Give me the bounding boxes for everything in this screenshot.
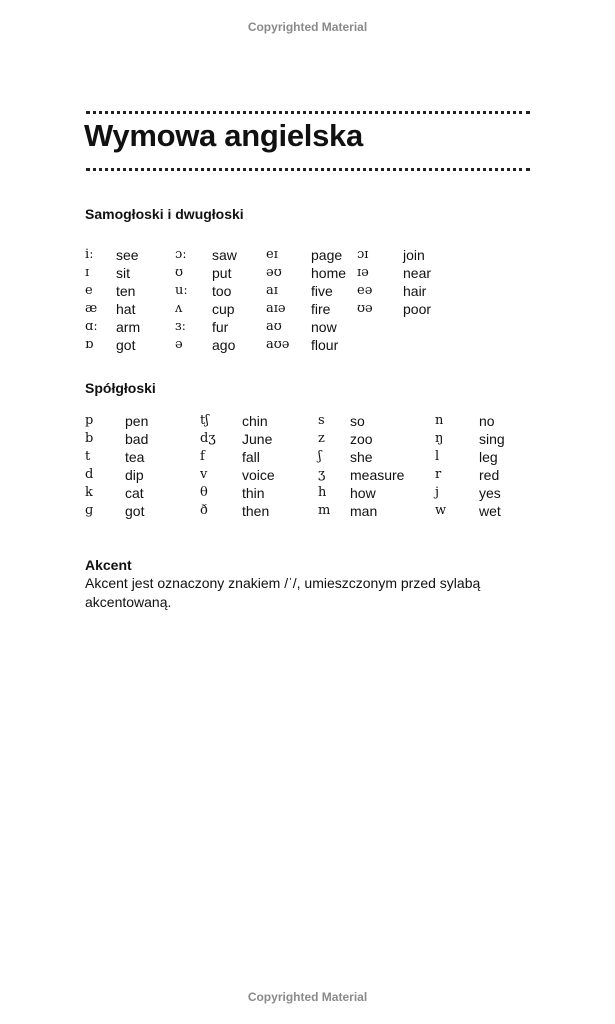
phonetic-symbol: uː <box>175 283 188 298</box>
phonetic-symbol: ɡ <box>85 503 94 518</box>
copyright-notice-top: Copyrighted Material <box>247 20 368 34</box>
example-word: no <box>479 413 495 429</box>
example-word: zoo <box>350 431 373 447</box>
page-title: Wymowa angielska <box>84 118 363 153</box>
phonetic-symbol: r <box>435 467 442 482</box>
phonetic-symbol: ʊə <box>357 301 373 316</box>
example-word: fur <box>212 319 229 335</box>
example-word: fall <box>242 449 260 465</box>
phonetic-symbol: ɪə <box>357 265 369 280</box>
example-word: so <box>350 413 365 429</box>
phonetic-symbol: ʒ <box>318 467 326 482</box>
phonetic-symbol: ɔɪ <box>357 247 369 262</box>
example-word: how <box>350 485 376 501</box>
phonetic-symbol: ð <box>200 503 208 518</box>
example-word: page <box>311 247 343 263</box>
example-word: too <box>212 283 232 299</box>
example-word: pen <box>125 413 149 429</box>
phonetic-symbol: ɑː <box>85 319 98 334</box>
phonetic-symbol: j <box>435 485 440 500</box>
copyright-notice-bottom: Copyrighted Material <box>247 990 368 1004</box>
phonetic-symbol: aɪə <box>266 301 286 316</box>
example-word: now <box>311 319 337 335</box>
phonetic-symbol: t <box>85 449 91 464</box>
stress-paragraph: Akcent jest oznaczony znakiem /ˈ/, umieszczonym przed sylabą akcentowaną. <box>85 575 481 610</box>
example-word: near <box>403 265 432 281</box>
phonetic-symbol: θ <box>200 485 208 500</box>
example-word: voice <box>242 467 275 483</box>
phonetic-symbol: ʊ <box>175 265 184 280</box>
phonetic-symbol: f <box>200 449 205 464</box>
phonetic-symbol: e <box>85 283 93 298</box>
phonetic-symbol: k <box>85 485 93 500</box>
phonetic-symbol: ɜː <box>175 319 186 334</box>
phonetic-symbol: aɪ <box>266 283 278 298</box>
example-word: June <box>242 431 273 447</box>
example-word: then <box>242 503 270 519</box>
phonetic-symbol: aʊ <box>266 319 282 334</box>
example-word: dip <box>125 467 144 483</box>
example-word: yes <box>479 485 501 501</box>
example-word: got <box>125 503 145 519</box>
example-word: sing <box>479 431 505 447</box>
example-word: poor <box>403 301 432 317</box>
example-word: saw <box>212 247 237 263</box>
phonetic-symbol: s <box>318 413 325 428</box>
example-word: arm <box>116 319 141 335</box>
phonetic-symbol: aʊə <box>266 337 290 352</box>
example-word: cup <box>212 301 235 317</box>
phonetic-symbol: ʌ <box>175 301 183 316</box>
phonetic-symbol: ɒ <box>85 337 94 352</box>
example-word: leg <box>479 449 498 465</box>
example-word: chin <box>242 413 268 429</box>
phonetic-symbol: tʃ <box>200 413 209 428</box>
example-word: measure <box>350 467 405 483</box>
phonetic-symbol: ɪ <box>85 265 90 280</box>
example-word: home <box>311 265 347 281</box>
example-word: cat <box>125 485 144 501</box>
example-word: got <box>116 337 136 353</box>
example-word: wet <box>479 503 501 519</box>
phonetic-symbol: p <box>85 413 94 428</box>
example-word: tea <box>125 449 145 465</box>
phonetic-symbol: d <box>85 467 94 482</box>
example-word: red <box>479 467 500 483</box>
example-word: fire <box>311 301 331 317</box>
phonetic-symbol: eə <box>357 283 373 298</box>
phonetic-symbol: iː <box>85 247 94 262</box>
phonetic-symbol: z <box>318 431 325 446</box>
example-word: hair <box>403 283 427 299</box>
stress-heading: Akcent <box>85 557 132 573</box>
example-word: ago <box>212 337 236 353</box>
example-word: sit <box>116 265 130 281</box>
phonetic-symbol: n <box>435 413 444 428</box>
example-word: hat <box>116 301 136 317</box>
example-word: ten <box>116 283 136 299</box>
phonetic-symbol: l <box>435 449 440 464</box>
example-word: man <box>350 503 378 519</box>
phonetic-symbol: ŋ <box>435 431 444 446</box>
example-word: she <box>350 449 373 465</box>
phonetic-symbol: ɔː <box>175 247 187 262</box>
phonetic-symbol: dʒ <box>200 431 216 446</box>
dotted-rule-bottom <box>86 168 530 171</box>
phonetic-symbol: əʊ <box>266 265 282 280</box>
phonetic-symbol: v <box>200 467 208 482</box>
example-word: bad <box>125 431 149 447</box>
example-word: see <box>116 247 139 263</box>
phonetic-symbol: h <box>318 485 327 500</box>
dotted-rule-top <box>86 111 530 114</box>
phonetic-symbol: eɪ <box>266 247 278 262</box>
phonetic-symbol: m <box>318 503 331 518</box>
phonetic-symbol: æ <box>85 301 98 316</box>
vowels-heading: Samogłoski i dwugłoski <box>85 206 244 222</box>
example-word: join <box>403 247 425 263</box>
phonetic-symbol: ə <box>175 337 183 352</box>
phonetic-symbol: b <box>85 431 94 446</box>
consonants-heading: Spółgłoski <box>85 380 156 396</box>
phonetic-symbol: ʃ <box>318 449 322 464</box>
example-word: thin <box>242 485 265 501</box>
example-word: flour <box>311 337 339 353</box>
example-word: put <box>212 265 232 281</box>
phonetic-symbol: w <box>435 503 447 518</box>
example-word: five <box>311 283 333 299</box>
